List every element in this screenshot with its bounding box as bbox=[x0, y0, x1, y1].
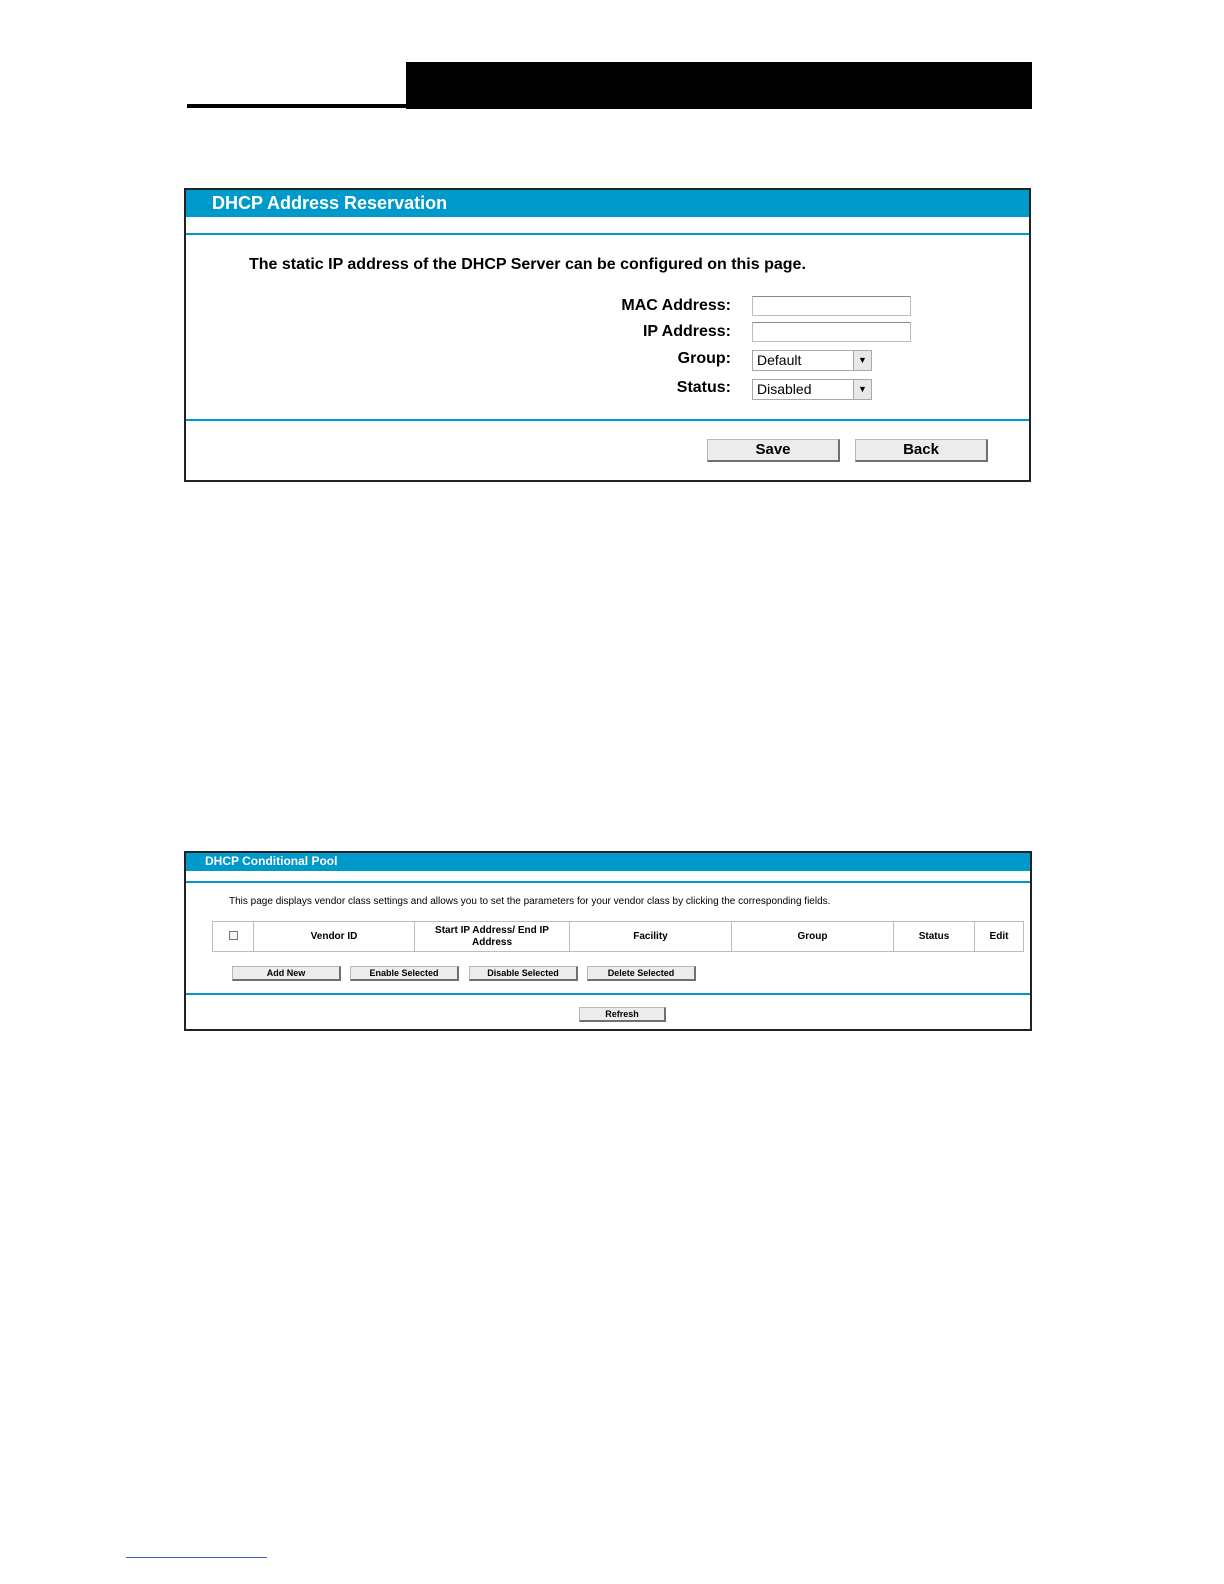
select-all-column bbox=[213, 922, 254, 952]
mac-address-label: MAC Address: bbox=[621, 297, 731, 314]
back-button[interactable]: Back bbox=[855, 439, 988, 462]
column-facility: Facility bbox=[570, 922, 732, 952]
status-select-value: Disabled bbox=[757, 381, 812, 397]
top-divider bbox=[186, 233, 1029, 235]
chevron-down-icon[interactable]: ▼ bbox=[853, 351, 871, 370]
select-all-checkbox[interactable] bbox=[229, 931, 238, 940]
save-button[interactable]: Save bbox=[707, 439, 840, 462]
refresh-button[interactable]: Refresh bbox=[579, 1007, 666, 1022]
page-header-bar bbox=[406, 62, 1032, 109]
column-edit: Edit bbox=[975, 922, 1024, 952]
chevron-down-icon[interactable]: ▼ bbox=[853, 380, 871, 399]
bottom-divider bbox=[186, 419, 1029, 421]
add-new-button[interactable]: Add New bbox=[232, 966, 341, 981]
vendor-class-table bbox=[212, 921, 1024, 952]
table-header-row bbox=[213, 922, 1024, 952]
enable-selected-button[interactable]: Enable Selected bbox=[350, 966, 459, 981]
group-select[interactable] bbox=[752, 350, 872, 371]
bottom-divider bbox=[186, 993, 1030, 995]
panel-title: DHCP Conditional Pool bbox=[186, 853, 1030, 871]
column-group: Group bbox=[732, 922, 894, 952]
column-ip-range: Start IP Address/ End IP Address bbox=[415, 922, 570, 952]
group-select-value: Default bbox=[757, 352, 802, 368]
column-vendor-id: Vendor ID bbox=[254, 922, 415, 952]
top-divider bbox=[186, 881, 1030, 883]
mac-address-input[interactable] bbox=[752, 296, 911, 316]
column-status: Status bbox=[894, 922, 975, 952]
group-label: Group: bbox=[677, 350, 731, 367]
status-label: Status: bbox=[676, 379, 731, 396]
disable-selected-button[interactable]: Disable Selected bbox=[469, 966, 578, 981]
status-select[interactable] bbox=[752, 379, 872, 400]
page-description: This page displays vendor class settings and allows you to set the parameters for your vendor class by clicking the corresponding fields. bbox=[229, 896, 831, 907]
dhcp-address-reservation-panel bbox=[184, 188, 1031, 482]
page-description: The static IP address of the DHCP Server can be configured on this page. bbox=[249, 256, 806, 273]
panel-title: DHCP Address Reservation bbox=[186, 190, 1029, 217]
dhcp-conditional-pool-panel bbox=[184, 851, 1032, 1031]
ip-address-label: IP Address: bbox=[642, 323, 731, 340]
page-header-rule bbox=[187, 104, 407, 108]
ip-address-input[interactable] bbox=[752, 322, 911, 342]
delete-selected-button[interactable]: Delete Selected bbox=[587, 966, 696, 981]
footer-link-underline bbox=[126, 1557, 267, 1558]
